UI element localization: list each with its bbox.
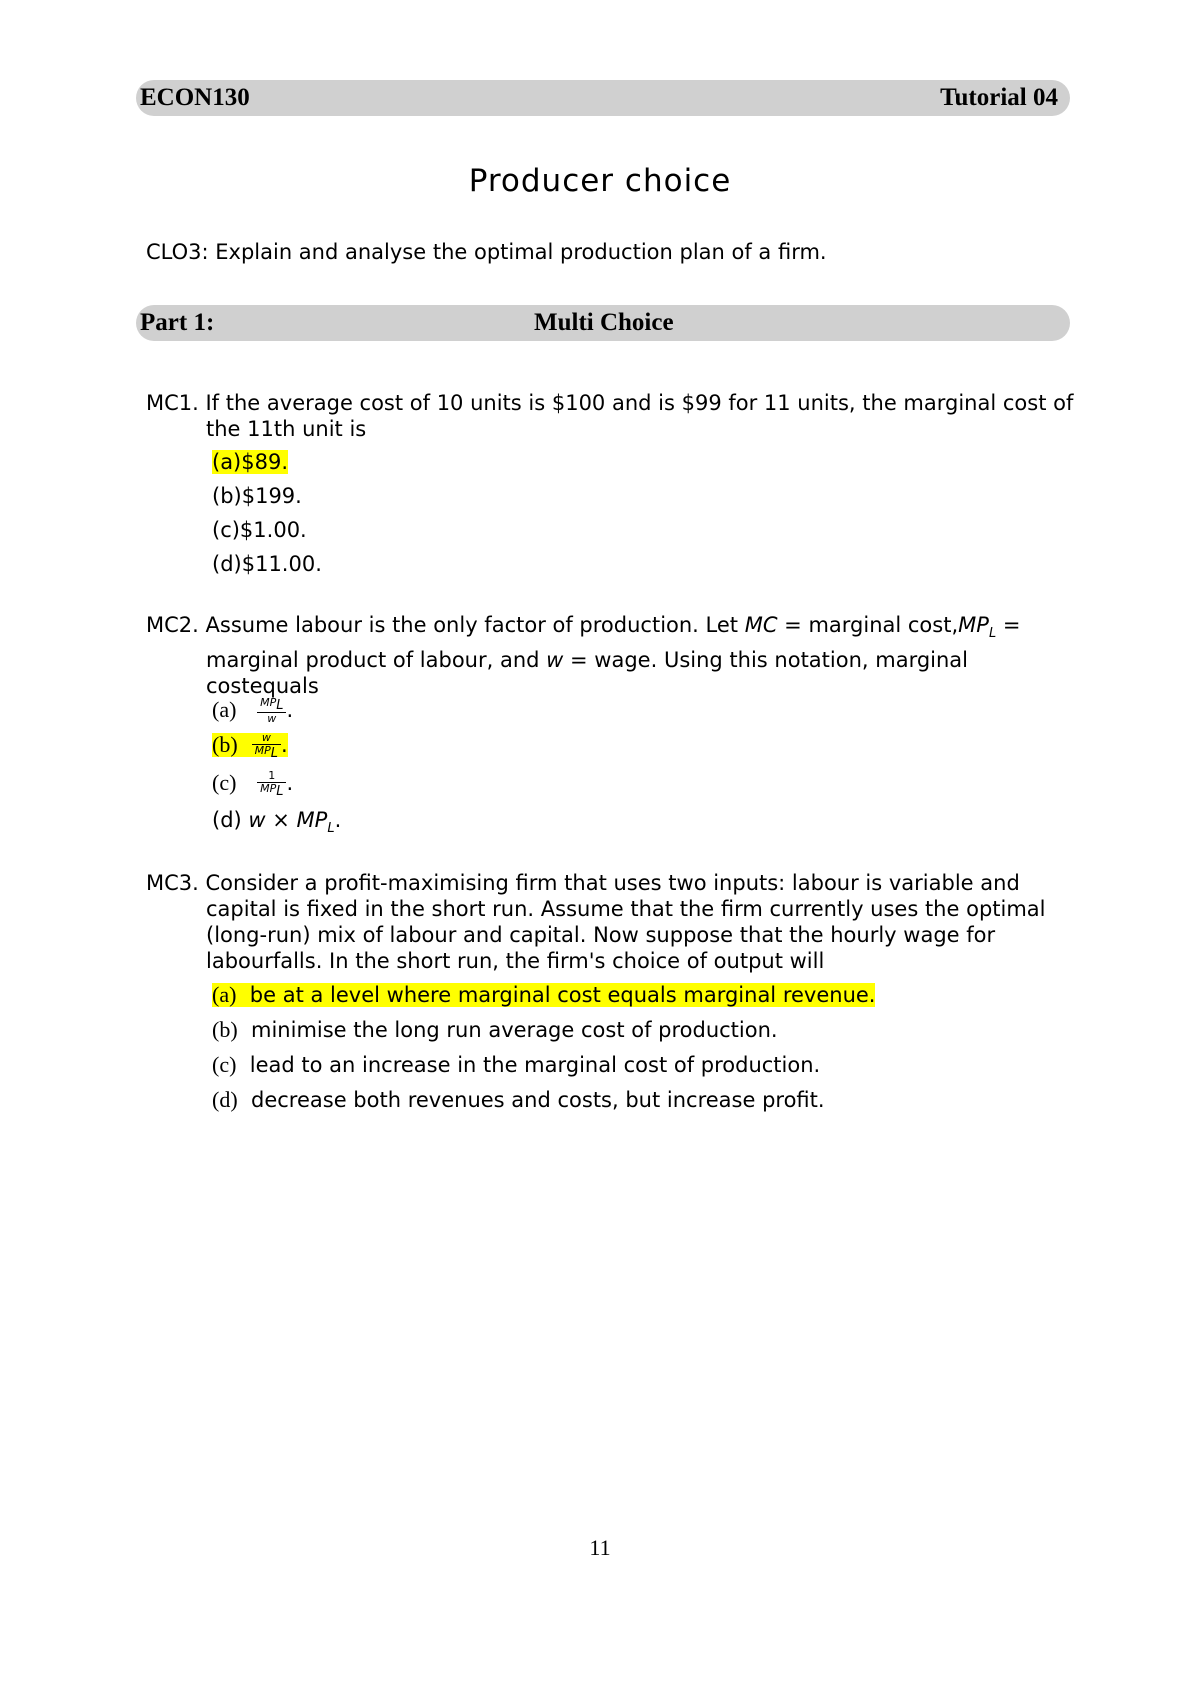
frac-den: MP xyxy=(254,744,271,757)
mc2-option-d-times: × xyxy=(265,808,297,832)
mc1-option-a-text: (a)$89. xyxy=(212,450,289,474)
frac-num: MP xyxy=(260,696,277,709)
part-label: Part 1: xyxy=(140,309,215,336)
mc2-option-d-period: . xyxy=(334,808,342,832)
mc3-option-d-label: (d) xyxy=(212,1087,238,1112)
mc2-mp-symbol: MP xyxy=(958,613,989,637)
mc2-option-d xyxy=(212,808,341,836)
mc3-option-b-label: (b) xyxy=(212,1017,238,1042)
mc2-option-a-fraction xyxy=(257,697,286,725)
mc3-option-d xyxy=(212,1087,825,1113)
mc2-option-d-label: (d) xyxy=(212,808,242,832)
part-name: Multi Choice xyxy=(534,309,674,336)
mc3-option-b xyxy=(212,1017,778,1043)
learning-outcome: CLO3: Explain and analyse the optimal production plan of a firm. xyxy=(146,240,827,264)
mc2-mc-symbol: MC xyxy=(744,613,778,637)
mc1-question xyxy=(146,390,1076,442)
mc2-option-a-period: . xyxy=(286,698,294,723)
mc1-option-c: (c)$1.00. xyxy=(212,518,307,542)
mc3-question-text: MC3. Consider a profit-maximising firm that uses two inputs: labour is variable and capital is fixed in the short run. Assume that the firm currently uses the optimal (long-run) mix of labour and capital. Now suppose that the hourly wage for labourfalls. In the short run, the firm's choice of output will xyxy=(146,871,1046,973)
mc3-option-a-highlight xyxy=(212,983,875,1007)
mc1-question-text: MC1. If the average cost of 10 units is $100 and is $99 for 11 units, the marginal cost of the 11th unit is xyxy=(146,391,1074,441)
mc2-text-2: = marginal cost, xyxy=(777,613,959,637)
frac-num: w xyxy=(252,732,281,745)
mc2-text-3: = marginal product of labour, and xyxy=(206,613,1021,673)
page-number: 11 xyxy=(589,1535,611,1560)
mc2-option-b-fraction xyxy=(252,732,281,760)
frac-den-sub: L xyxy=(270,746,279,762)
mc2-option-b-period: . xyxy=(281,733,288,758)
mc2-option-c-period: . xyxy=(286,771,294,796)
frac-num-sub: L xyxy=(276,698,284,714)
mc2-question-text xyxy=(146,612,1076,699)
mc2-mp-subscript: L xyxy=(988,626,997,642)
mc2-option-a xyxy=(212,697,293,725)
mc2-option-b-highlight xyxy=(212,731,288,762)
mc3-option-c-text: lead to an increase in the marginal cost of production. xyxy=(249,1053,821,1077)
mc1-option-b: (b)$199. xyxy=(212,484,302,508)
frac-den: w xyxy=(267,712,277,726)
page-title: Producer choice xyxy=(468,163,732,199)
frac-den-sub: L xyxy=(276,784,284,800)
tutorial-number: Tutorial 04 xyxy=(940,84,1058,111)
mc3-option-b-text: minimise the long run average cost of production. xyxy=(251,1018,778,1042)
mc3-question xyxy=(146,870,1076,974)
mc2-text-4: = wage. Using this notation, marginal costequals xyxy=(206,648,969,699)
frac-num: 1 xyxy=(257,770,286,783)
mc2-option-d-w: w xyxy=(248,808,266,832)
part-band xyxy=(136,305,1070,341)
mc2-option-d-mp: MP xyxy=(296,808,328,832)
mc3-option-d-text: decrease both revenues and costs, but increase profit. xyxy=(251,1088,825,1112)
mc2-option-b-label: (b) xyxy=(212,732,238,758)
mc2-question xyxy=(146,612,1076,699)
mc2-option-d-sub: L xyxy=(327,821,335,837)
frac-den: MP xyxy=(260,782,277,795)
course-code: ECON130 xyxy=(140,84,250,111)
mc2-option-c-fraction xyxy=(257,770,286,798)
mc2-option-c-label: (c) xyxy=(212,770,237,796)
mc3-option-a-text: be at a level where marginal cost equals marginal revenue. xyxy=(249,983,876,1007)
mc2-text-1: Assume labour is the only factor of production. Let xyxy=(205,613,745,637)
mc3-option-a xyxy=(212,982,875,1008)
mc3-option-c-label: (c) xyxy=(212,1052,237,1077)
header-band xyxy=(136,80,1070,116)
mc2-prefix: MC2. xyxy=(146,613,199,637)
mc1-option-a xyxy=(212,450,288,474)
mc2-option-a-label: (a) xyxy=(212,697,237,723)
mc2-option-c xyxy=(212,770,293,798)
mc3-option-a-label: (a) xyxy=(212,982,237,1007)
mc3-option-c xyxy=(212,1052,820,1078)
mc2-option-b xyxy=(212,732,288,760)
mc1-option-d: (d)$11.00. xyxy=(212,552,322,576)
mc2-w-symbol: w xyxy=(546,648,564,673)
